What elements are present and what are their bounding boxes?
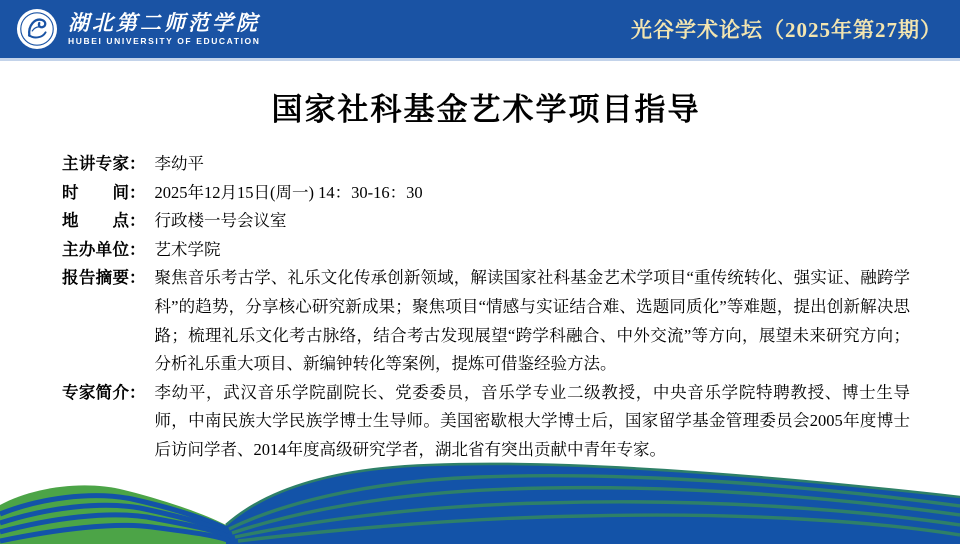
slide-content (0, 61, 960, 465)
row-speaker-value: 李幼平 (154, 154, 204, 173)
row-location-label: 地点： (62, 212, 146, 231)
row-organizer (62, 236, 910, 265)
open-book-decoration (0, 452, 960, 544)
row-organizer-label: 主办单位： (62, 240, 146, 259)
row-abstract-value: 聚焦音乐考古学、礼乐文化传承创新领域，解读国家社科基金艺术学项目“重传统转化、强实证、融跨学科”的趋势，分享核心研究新成果；聚焦项目“情感与实证结合难、选题同质化”等难题，提出创新解决思路；梳理礼乐文化考古脉络，结合考古发现展望“跨学科融合、中外交流”等方向，展望未来研究方向；分析礼乐重大项目、新编钟转化等案例，提炼可借鉴经验方法。 (154, 268, 910, 374)
row-time-label: 时间： (62, 183, 146, 202)
row-abstract-label: 报告摘要： (62, 269, 146, 288)
university-logo-group (16, 8, 261, 50)
header-bar (0, 0, 960, 58)
university-names (68, 12, 261, 46)
row-abstract (62, 264, 910, 378)
university-name-en: HUBEI UNIVERSITY OF EDUCATION (68, 36, 261, 47)
university-logo-icon (16, 8, 58, 50)
lecture-info-list (62, 150, 910, 465)
university-name-zh: 湖北第二师范学院 (68, 11, 260, 36)
row-location-value: 行政楼一号会议室 (154, 211, 287, 231)
row-time-value: 2025年12月15日(周一) 14：30-16：30 (154, 182, 423, 202)
row-bio (62, 379, 910, 465)
row-bio-value: 李幼平，武汉音乐学院副院长、党委委员，音乐学专业二级教授，中央音乐学院特聘教授、博士生导师，中南民族大学民族学博士生导师。美国密歇根大学博士后，国家留学基金管理委员会2005年度博士后访问学者、2014年度高级研究学者，湖北省有突出贡献中青年专家。 (154, 382, 910, 459)
lecture-title: 国家社科基金艺术学项目指导 (271, 92, 701, 127)
row-speaker (62, 150, 910, 179)
row-organizer-value: 艺术学院 (154, 239, 221, 259)
forum-series-title: 光谷学术论坛（2025年第27期） (631, 18, 942, 42)
row-speaker-label: 主讲专家： (62, 155, 146, 173)
row-time (62, 179, 910, 208)
row-bio-label: 专家简介： (62, 383, 146, 402)
row-location (62, 207, 910, 236)
